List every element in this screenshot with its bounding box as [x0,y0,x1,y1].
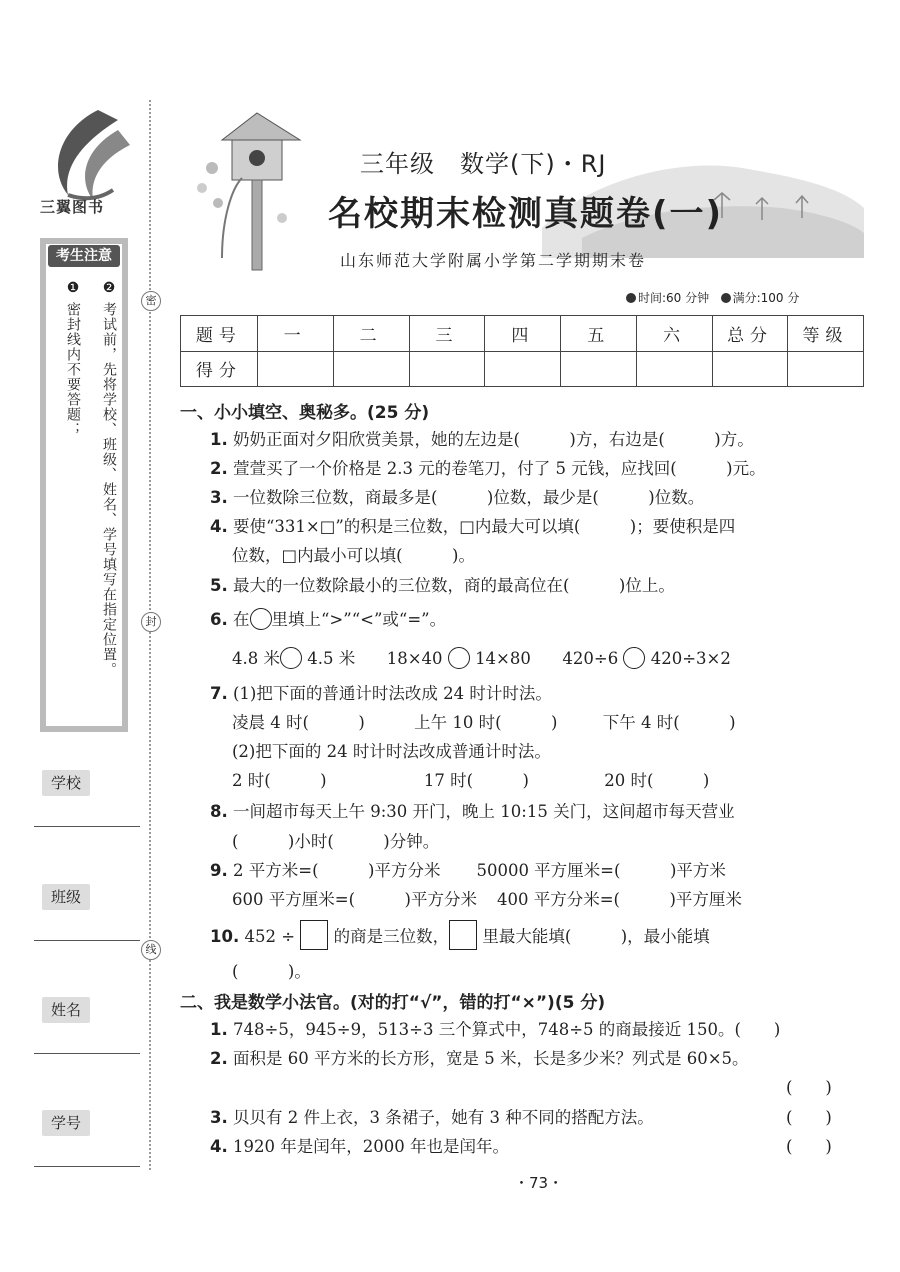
score-cell[interactable] [333,351,409,387]
check-icon [721,293,731,303]
clock-icon [626,293,636,303]
question-text: 1920 年是闰年，2000 年也是闰年。 [233,1137,509,1156]
question-9-row2 [232,886,742,910]
compare-item: 420÷6 [562,649,619,668]
judge-question-4: 4. 1920 年是闰年，2000 年也是闰年。 [210,1137,509,1156]
seal-feng: 封 [141,612,161,632]
table-cell: 三 [409,316,485,352]
question-text: 里填上“>”“<”或“=”。 [271,610,447,629]
time-limit: 时间:60 分钟 [638,291,710,305]
time-item: 上午 10 时( ) [414,713,558,732]
judge-question-2: 2. 面积是 60 平方米的长方形，宽是 5 米，长是多少米？列式是 60×5。 [210,1049,749,1068]
exam-title: 名校期末检测真题卷(一) [328,194,724,234]
question-10: 10. 452 ÷ 的商是三位数， 里最大能填( )，最小能填 [210,920,710,950]
answer-box[interactable] [449,920,477,950]
compare-circle[interactable] [623,647,645,669]
compare-item: 420÷3×2 [650,649,731,668]
score-cell[interactable] [713,351,788,387]
question-text: (1)把下面的普通计时法改成 24 时计时法。 [233,684,552,703]
table-cell: 得分 [181,351,258,387]
answer-paren[interactable]: ( ) [786,1137,832,1156]
class-label: 班级 [42,884,90,910]
score-cell[interactable] [409,351,485,387]
table-row [181,316,864,352]
class-field[interactable] [34,940,140,941]
question-8: 8. 一间超市每天上午 9:30 开门，晚上 10:15 关门，这间超市每天营业 [210,802,735,821]
question-text: 里最大能填( )，最小能填 [482,927,710,946]
question-text: 600 平方厘米=( )平方分米 [232,890,477,909]
name-field[interactable] [34,1053,140,1054]
question-text: 贝贝有 2 件上衣，3 条裙子，她有 3 种不同的搭配方法。 [233,1108,654,1127]
compare-item: 4.8 米 [232,649,280,668]
score-cell[interactable] [788,351,864,387]
question-2: 2. 萱萱买了一个价格是 2.3 元的卷笔刀，付了 5 元钱，应找回( )元。 [210,459,766,478]
compare-circle [250,608,272,630]
judge-question-3: 3. 贝贝有 2 件上衣，3 条裙子，她有 3 种不同的搭配方法。 [210,1108,654,1127]
answer-paren[interactable]: ( ) [786,1078,832,1097]
seal-xian: 线 [141,940,161,960]
question-4: 4. 要使“331×□”的积是三位数，□内最大可以填( )；要使积是四 [210,517,736,536]
time-item: 下午 4 时( ) [602,713,736,732]
exam-subtitle: 山东师范大学附属小学第二学期期末卷 [340,251,647,270]
table-cell: 总分 [713,316,788,352]
question-6-items [232,645,731,669]
compare-item: 14×80 [475,649,531,668]
table-cell: 六 [637,316,713,352]
full-score: 满分:100 分 [732,291,800,305]
compare-item: 18×40 [386,649,443,668]
notice-item2-num: ❷ [101,280,117,297]
time-item: 2 时( ) [232,771,327,790]
seal-mi: 密 [141,291,161,311]
section2-heading: 二、我是数学小法官。(对的打“√”，错的打“×”)(5 分) [180,993,606,1013]
compare-item: 4.5 米 [307,649,356,668]
school-label: 学校 [42,770,90,796]
grade-subject: 三年级 数学(下)・RJ [360,150,607,178]
table-cell: 五 [561,316,637,352]
question-text: 400 平方分米=( )平方厘米 [496,890,742,909]
question-9: 9. 2 平方米=( )平方分米 50000 平方厘米=( )平方米 [210,861,726,880]
compare-circle[interactable] [448,647,470,669]
question-5: 5. 最大的一位数除最小的三位数，商的最高位在( )位上。 [210,576,675,595]
notice-title: 考生注意 [48,245,120,267]
brand-name: 三翼图书 [40,198,105,216]
question-text: 2 平方米=( )平方分米 [233,861,441,880]
question-text: 面积是 60 平方米的长方形，宽是 5 米，长是多少米？列式是 60×5。 [233,1049,749,1068]
question-7-part2: (2)把下面的 24 时计时法改成普通计时法。 [232,742,551,761]
question-text: 一位数除三位数，商最多是( )位数，最少是( )位数。 [233,488,705,507]
student-id-field[interactable] [34,1166,140,1167]
question-4-cont: 位数，□内最小可以填( )。 [232,546,475,565]
question-text: 要使“331×□”的积是三位数，□内最大可以填( )；要使积是四 [233,517,736,536]
seal-line [149,100,151,1170]
question-text: 萱萱买了一个价格是 2.3 元的卷笔刀，付了 5 元钱，应找回( )元。 [233,459,766,478]
score-table [180,315,864,387]
question-text: 一间超市每天上午 9:30 开门，晚上 10:15 关门，这间超市每天营业 [233,802,735,821]
time-item: 17 时( ) [423,771,529,790]
name-label: 姓名 [42,997,90,1023]
exam-meta [626,289,799,306]
question-7: 7. (1)把下面的普通计时法改成 24 时计时法。 [210,684,552,703]
answer-box[interactable] [300,920,328,950]
time-item: 20 时( ) [604,771,710,790]
question-7-row1 [232,709,736,733]
question-6: 6. 在 里填上“>”“<”或“=”。 [210,610,447,629]
table-row [181,351,864,387]
question-text: 最大的一位数除最小的三位数，商的最高位在( )位上。 [233,576,675,595]
question-1: 1. 奶奶正面对夕阳欣赏美景，她的左边是( )方，右边是( )方。 [210,430,754,449]
score-cell[interactable] [561,351,637,387]
question-text: 的商是三位数， [333,927,450,946]
notice-item1-num: ❶ [65,280,81,297]
score-cell[interactable] [257,351,333,387]
question-10-cont: ( )。 [232,962,311,981]
score-cell[interactable] [485,351,561,387]
table-cell: 二 [333,316,409,352]
table-cell: 四 [485,316,561,352]
section1-heading: 一、小小填空、奥秘多。(25 分) [180,403,430,423]
table-cell: 一 [257,316,333,352]
table-cell: 等级 [788,316,864,352]
question-text: 748÷5，945÷9，513÷3 三个算式中，748÷5 的商最接近 150。( ) [233,1020,781,1039]
page-number: ・73・ [514,1174,564,1192]
compare-circle[interactable] [280,647,302,669]
student-id-label: 学号 [42,1110,90,1136]
question-text: 452 ÷ [244,927,296,946]
score-cell[interactable] [637,351,713,387]
notice-item2: 考试前，先将学校、班级、姓名、学号填写在指定位置。 [101,302,117,677]
question-3: 3. 一位数除三位数，商最多是( )位数，最少是( )位数。 [210,488,705,507]
question-text: 奶奶正面对夕阳欣赏美景，她的左边是( )方，右边是( )方。 [233,430,754,449]
school-field[interactable] [34,826,140,827]
question-text: 在 [233,610,250,629]
answer-paren[interactable]: ( ) [786,1108,832,1127]
question-7-row2 [232,767,709,791]
question-8-cont: ( )小时( )分钟。 [232,832,440,851]
notice-item1: 密封线内不要答题； [65,302,81,437]
judge-question-1: 1. 748÷5，945÷9，513÷3 三个算式中，748÷5 的商最接近 150。( ) [210,1020,781,1039]
time-item: 凌晨 4 时( ) [232,713,365,732]
question-text: 50000 平方厘米=( )平方米 [476,861,726,880]
table-cell: 题号 [181,316,258,352]
